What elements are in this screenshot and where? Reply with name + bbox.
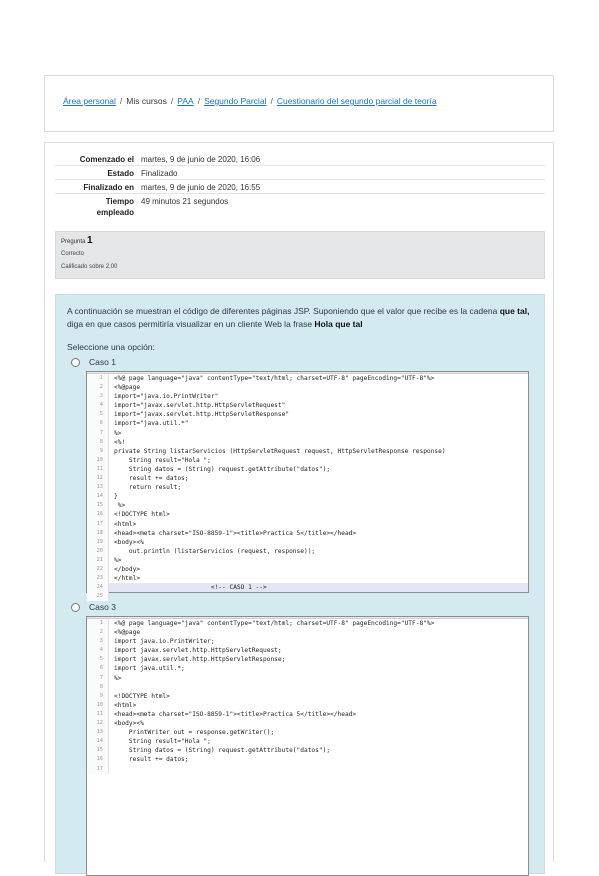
- line-number: 5: [87, 410, 109, 419]
- code-line: [87, 492, 528, 501]
- code-line: [87, 710, 528, 719]
- code-text: out.println (listarServicios (request, response));: [114, 547, 316, 555]
- code-line: [87, 419, 528, 428]
- line-number: 8: [87, 438, 109, 447]
- summary-row-finished: [55, 180, 545, 194]
- breadcrumb-course-link[interactable]: PAA: [177, 96, 194, 106]
- line-number: 4: [87, 401, 109, 410]
- code-line: [87, 438, 528, 447]
- line-number: 11: [87, 710, 109, 719]
- code-text: import javax.servlet.http.HttpServletRequest;: [114, 647, 282, 655]
- code-text: return result;: [114, 484, 182, 492]
- code-line: [87, 429, 528, 438]
- breadcrumb-home-link[interactable]: Área personal: [63, 96, 116, 106]
- code-line: [87, 447, 528, 456]
- code-line: [87, 565, 528, 574]
- code-line: [87, 383, 528, 392]
- line-number: 1: [87, 374, 109, 383]
- line-number: 2: [87, 628, 109, 637]
- line-number: 21: [87, 556, 109, 565]
- summary-value: Finalizado: [141, 169, 178, 178]
- line-number: 6: [87, 419, 109, 428]
- line-number: 3: [87, 637, 109, 646]
- line-number: 12: [87, 719, 109, 728]
- code-text: <body><%: [114, 720, 144, 728]
- code-line: [87, 765, 528, 774]
- code-line: [87, 664, 528, 673]
- code-text: <%@ page language="java" contentType="text/html; charset=UTF-8" pageEncoding="UTF-8"%>: [114, 620, 435, 627]
- code-line: [87, 692, 528, 701]
- question-number: [61, 236, 539, 247]
- code-line: [87, 583, 528, 592]
- code-line: [87, 410, 528, 419]
- line-number: 7: [87, 429, 109, 438]
- line-number: 12: [87, 474, 109, 483]
- code-text: %>: [114, 502, 126, 510]
- code-text: result += datos;: [114, 756, 189, 764]
- code-text: [109, 765, 114, 774]
- line-number: 4: [87, 646, 109, 655]
- code-line: [87, 728, 528, 737]
- line-number: 13: [87, 483, 109, 492]
- breadcrumb-quiz-link[interactable]: Cuestionario del segundo parcial de teoría: [276, 96, 437, 106]
- line-number: 1: [87, 619, 109, 628]
- code-text: import java.util.*;: [114, 665, 185, 673]
- code-text: <html>: [114, 701, 137, 709]
- code-text: </html>: [114, 575, 141, 583]
- code-line: [87, 520, 528, 529]
- line-number: 16: [87, 755, 109, 764]
- breadcrumb-separator: /: [197, 96, 201, 106]
- code-text: <!DOCTYPE html>: [114, 692, 170, 700]
- code-text: <html>: [114, 520, 137, 528]
- code-line: [87, 501, 528, 510]
- summary-value: martes, 9 de junio de 2020, 16:06: [141, 155, 261, 164]
- code-text: %>: [114, 674, 122, 682]
- line-number: 22: [87, 565, 109, 574]
- code-text: <%!: [114, 438, 126, 446]
- summary-row-time: [55, 194, 545, 218]
- line-number: 10: [87, 456, 109, 465]
- line-number: 23: [87, 574, 109, 583]
- summary-label: Tiempo empleado: [96, 197, 134, 217]
- code-text: %>: [114, 429, 122, 437]
- question-info-panel: [55, 231, 545, 279]
- line-number: 25: [87, 592, 109, 601]
- code-line: [87, 755, 528, 764]
- summary-row-started: [55, 152, 545, 166]
- code-text: private String listarServicios (HttpServletRequest request, HttpServletResponse response): [114, 447, 446, 455]
- code-text: <%@page: [114, 384, 141, 392]
- breadcrumb: [63, 96, 437, 106]
- breadcrumb-card: [44, 75, 554, 132]
- code-text: [109, 683, 114, 692]
- code-line: [87, 538, 528, 547]
- code-line: [87, 556, 528, 565]
- line-number: 9: [87, 692, 109, 701]
- line-number: 3: [87, 392, 109, 401]
- line-number: 13: [87, 728, 109, 737]
- line-number: 15: [87, 501, 109, 510]
- summary-value: 49 minutos 21 segundos: [141, 197, 229, 206]
- line-number: 15: [87, 746, 109, 755]
- line-number: 8: [87, 683, 109, 692]
- code-line: [87, 719, 528, 728]
- code-text: <%@ page language="java" contentType="text/html; charset=UTF-8" pageEncoding="UTF-8"%>: [114, 375, 435, 382]
- attempt-summary-table: [55, 152, 545, 218]
- line-number: 11: [87, 465, 109, 474]
- code-text: import="java.util.*": [114, 420, 189, 428]
- answer-option-label[interactable]: Caso 3: [89, 602, 116, 612]
- code-line: [87, 737, 528, 746]
- breadcrumb-courses: Mis cursos: [126, 96, 167, 106]
- code-text: <head><meta charset="ISO-8859-1"><title>Practica 5</title></head>: [114, 710, 357, 718]
- code-line: [87, 701, 528, 710]
- line-number: 14: [87, 737, 109, 746]
- radio-button[interactable]: [71, 603, 80, 612]
- code-line: [87, 529, 528, 538]
- line-number: 10: [87, 701, 109, 710]
- code-line: [87, 746, 528, 755]
- line-number: 6: [87, 664, 109, 673]
- question-prefix: Pregunta: [61, 239, 86, 245]
- question-number-value: 1: [87, 235, 93, 246]
- code-line: [87, 646, 528, 655]
- code-block-caso-3: [86, 616, 529, 876]
- code-line: [87, 474, 528, 483]
- code-text: import java.io.PrintWriter;: [114, 638, 215, 646]
- code-text: }: [114, 493, 118, 501]
- code-line: [87, 674, 528, 683]
- code-line: [87, 456, 528, 465]
- line-number: 17: [87, 520, 109, 529]
- code-line: [87, 510, 528, 519]
- question-grade: Calificado sobre 2,00: [61, 264, 118, 270]
- line-number: 19: [87, 538, 109, 547]
- breadcrumb-section-link[interactable]: Segundo Parcial: [204, 96, 267, 106]
- code-text: String result="Hola ";: [114, 456, 211, 464]
- code-text: import="javax.servlet.http.HttpServletResponse": [114, 411, 290, 419]
- select-option-label: Seleccione una opción:: [67, 342, 155, 352]
- code-line: [87, 619, 528, 628]
- code-line: [87, 401, 528, 410]
- summary-label: Comenzado el: [79, 155, 134, 164]
- code-text: String datos = (String) request.getAttribute("datos");: [114, 747, 331, 755]
- code-line: [87, 574, 528, 583]
- breadcrumb-separator: /: [170, 96, 174, 106]
- question-text-part: diga en que casos permitiría visualizar en un cliente Web la frase: [67, 319, 315, 329]
- code-text: %>: [114, 556, 122, 564]
- code-block-caso-1: [86, 371, 529, 600]
- code-line: [87, 547, 528, 556]
- code-text: String result="Hola ";: [114, 738, 211, 746]
- question-text: [67, 305, 537, 331]
- code-text: <body><%: [114, 538, 144, 546]
- code-text: <%@page: [114, 629, 141, 637]
- code-line: [87, 483, 528, 492]
- question-status: Correcto: [61, 251, 85, 257]
- line-number: 24: [87, 583, 109, 592]
- breadcrumb-separator: /: [119, 96, 123, 106]
- line-number: 5: [87, 655, 109, 664]
- code-line: [87, 637, 528, 646]
- code-line: [87, 374, 528, 383]
- code-text: PrintWriter out = response.getWriter();: [114, 729, 275, 737]
- code-text: </body>: [114, 565, 141, 573]
- line-number: 14: [87, 492, 109, 501]
- summary-label: Finalizado en: [83, 183, 134, 192]
- code-text: <head><meta charset="ISO-8859-1"><title>Practica 5</title></head>: [114, 529, 357, 537]
- code-line: [87, 392, 528, 401]
- quiz-review-card: [44, 142, 554, 862]
- code-text: result += datos;: [114, 475, 189, 483]
- code-text: import="java.io.PrintWriter": [114, 393, 219, 401]
- question-text-bold: que tal,: [499, 306, 530, 316]
- line-number: 16: [87, 510, 109, 519]
- code-text: import javax.servlet.http.HttpServletResponse;: [114, 656, 286, 664]
- code-line: [87, 683, 528, 692]
- line-number: 7: [87, 674, 109, 683]
- code-text: <!-- CASO 1 -->: [109, 583, 528, 592]
- question-text-bold: Hola que tal: [314, 319, 363, 329]
- code-line: [87, 628, 528, 637]
- code-line: [87, 592, 528, 601]
- answer-option-label[interactable]: Caso 1: [89, 357, 116, 367]
- code-line: [87, 465, 528, 474]
- question-text-part: A continuación se muestran el código de diferentes páginas JSP. Suponiendo que el valor que recibe es la cadena: [67, 306, 500, 316]
- summary-label: Estado: [107, 169, 134, 178]
- line-number: 20: [87, 547, 109, 556]
- radio-button[interactable]: [71, 358, 80, 367]
- line-number: 2: [87, 383, 109, 392]
- breadcrumb-separator: /: [270, 96, 273, 106]
- line-number: 17: [87, 765, 109, 774]
- summary-value: martes, 9 de junio de 2020, 16:55: [141, 183, 261, 192]
- code-line: [87, 655, 528, 664]
- summary-row-state: [55, 166, 545, 180]
- code-text: <!DOCTYPE html>: [114, 511, 170, 519]
- code-text: [109, 592, 114, 601]
- question-content-box: [55, 294, 545, 874]
- line-number: 18: [87, 529, 109, 538]
- code-text: import="javax.servlet.http.HttpServletRequest": [114, 402, 286, 410]
- code-text: String datos = (String) request.getAttribute("datos");: [114, 465, 331, 473]
- line-number: 9: [87, 447, 109, 456]
